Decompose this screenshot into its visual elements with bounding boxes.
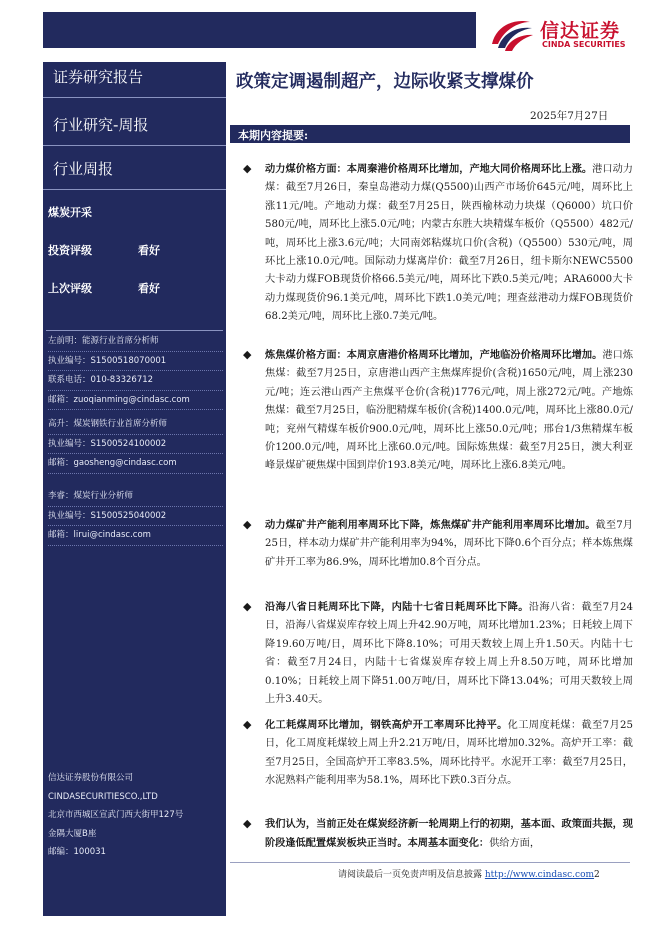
- investment-rating: [48, 242, 218, 258]
- brand-name-cn: 信达证券: [540, 20, 621, 42]
- section-text: 截至7月25日，样本动力煤矿井产能利用率为94%，周环比下降0.6个百分点；样本炼焦煤矿井开工率为86.9%，周环比增加0.8个百分点。: [265, 520, 633, 568]
- header-bar: [43, 12, 476, 48]
- sidebar-tab-weekly-report: 行业周报: [43, 154, 226, 190]
- section-heading: 动力煤矿井产能利用率周环比下降，炼焦煤矿井产能利用率周环比增加。: [265, 519, 596, 531]
- diamond-bullet-icon: ◆: [243, 518, 252, 531]
- company-address-building: 金隅大厦B座: [48, 828, 97, 839]
- brand-logo: [488, 14, 648, 54]
- sidebar-tab-research-report: 证券研究报告: [43, 62, 226, 98]
- analyst-email[interactable]: 邮箱：gaosheng@cindasc.com: [48, 454, 223, 474]
- analyst-email[interactable]: 邮箱：lirui@cindasc.com: [48, 526, 223, 546]
- summary-label: 本期内容提要:: [238, 129, 309, 142]
- footer-disclaimer: 请阅读最后一页免责声明及信息披露: [338, 870, 483, 880]
- footer-website-link[interactable]: http://www.cindasc.com: [484, 870, 595, 880]
- analyst-role: 高升：煤炭钢铁行业首席分析师: [48, 415, 223, 435]
- analyst-block: [48, 487, 223, 546]
- company-name-cn: 信达证券股份有限公司: [48, 773, 134, 783]
- diamond-bullet-icon: ◆: [243, 348, 252, 361]
- summary-header: [230, 125, 630, 143]
- rating-value: 看好: [138, 244, 160, 257]
- analyst-license: 执业编号：S1500525040002: [48, 507, 223, 527]
- rating-label: 投资评级: [48, 244, 92, 257]
- cinda-logo-icon: [488, 14, 534, 54]
- company-address: 北京市西城区宣武门西大街甲127号: [48, 810, 184, 820]
- diamond-bullet-icon: ◆: [243, 718, 252, 731]
- diamond-bullet-icon: ◆: [243, 162, 252, 175]
- analyst-email[interactable]: 邮箱：zuoqianming@cindasc.com: [48, 391, 223, 411]
- section-heading: 我们认为，当前正处在煤炭经济新一轮周期上行的初期，基本面、政策面共振，现阶段逢低配置煤炭板块正当时。本周基本面变化：: [265, 818, 633, 850]
- sidebar: [43, 62, 226, 916]
- company-name-en: CINDASECURITIESCO.,LTD: [48, 791, 158, 802]
- bullet-chemical-steel: [243, 716, 633, 791]
- section-text: 沿海八省：截至7月24日，沿海八省煤炭库存较上周上升42.90万吨，周环比增加1.23%；日耗较上周下降19.60万吨/日，周环比下降8.10%；可用天数较上周上升1.50天。内陆十七省：截至7月24日，内陆十七省煤炭库存较上周上升8.50万吨，周环比增加0.10%；日耗较上周下降51.00万吨/日，周环比下降13.04%；可用天数较上周上升3.40天。: [265, 602, 633, 706]
- company-info: [48, 769, 183, 862]
- section-text: 港口动力煤：截至7月26日，秦皇岛港动力煤(Q5500)山西产市场价645元/吨，周环比上涨11元/吨。产地动力煤：截至7月25日，陕西榆林动力块煤（Q6000）坑口价580元/吨，周环比上涨5.0元/吨；内蒙古东胜大块精煤车板价（Q5500）482元/吨，周环比上涨3.6元/吨；大同南郊粘煤坑口价(含税)（Q5500）530元/吨，周环比上涨10.0元/吨。国际动力煤离岸价：截至7月26日，纽卡斯尔NEWC5500大卡动力煤FOB现货价格66.5美元/吨，周环比下跌0.5美元/吨；ARA6000大卡动力煤现货价96.1美元/吨，周环比下跌1.0美元/吨；理查兹港动力煤FOB现货价68.2美元/吨，周环比上涨0.7美元/吨。: [265, 164, 633, 323]
- company-postcode: 邮编：100031: [48, 847, 106, 857]
- sidebar-divider: [46, 330, 223, 331]
- page-number: 2: [594, 870, 600, 880]
- bullet-coking-coal-price: [243, 346, 633, 476]
- previous-rating-value: 看好: [138, 282, 160, 295]
- section-heading: 化工耗煤周环比增加，钢铁高炉开工率周环比持平。: [265, 719, 508, 731]
- section-text: 供给方面，: [489, 838, 541, 850]
- section-heading: 动力煤价格方面：本周秦港价格周环比增加，产地大同价格周环比上涨。: [265, 163, 593, 175]
- analyst-block: [48, 415, 223, 474]
- analyst-license: 执业编号：S1500518070001: [48, 352, 223, 372]
- previous-rating: [48, 280, 218, 296]
- diamond-bullet-icon: ◆: [243, 817, 252, 830]
- bullet-mine-capacity: [243, 516, 633, 572]
- section-heading: 沿海八省日耗周环比下降，内陆十七省日耗周环比下降。: [265, 601, 529, 613]
- previous-rating-label: 上次评级: [48, 282, 92, 295]
- sidebar-tab-industry-weekly: 行业研究-周报: [43, 110, 226, 146]
- analyst-role: 左前明：能源行业首席分析师: [48, 332, 223, 352]
- section-text: 港口炼焦煤：截至7月25日，京唐港山西产主焦煤库提价(含税)1650元/吨，周上涨230元/吨；连云港山西产主焦煤平仓价(含税)1776元/吨，周上涨272元/吨。产地炼焦煤：截至7月25日，临汾肥精煤车板价(含税)1400.0元/吨，周环比上涨80.0元/吨；兖州气精煤车板价900.0元/吨，周环比上涨50.0元/吨；邢台1/3焦精煤车板价1200.0元/吨，周环比上涨60.0元/吨。国际炼焦煤：截至7月25日，澳大利亚峰景煤矿硬焦煤中国到岸价193.8美元/吨，周环比上涨6.8美元/吨。: [265, 350, 634, 472]
- section-heading: 炼焦煤价格方面：本周京唐港价格周环比增加，产地临汾价格周环比增加。: [265, 349, 603, 361]
- footer: [338, 867, 600, 880]
- report-date: 2025年7月27日: [530, 110, 609, 122]
- bullet-thermal-coal-price: [243, 160, 633, 327]
- brand-name-en: CINDA SECURITIES: [542, 40, 626, 49]
- diamond-bullet-icon: ◆: [243, 600, 252, 613]
- footer-divider: [230, 862, 630, 863]
- industry-name: 煤炭开采: [48, 206, 92, 219]
- report-title: 政策定调遏制超产，边际收紧支撑煤价: [236, 72, 534, 92]
- bullet-outlook: [243, 815, 633, 854]
- section-text: 化工周度耗煤：截至7月25日，化工周度耗煤较上周上升2.21万吨/日，周环比增加0.32%。高炉开工率：截至7月25日，全国高炉开工率83.5%，周环比持平。水泥开工率：截至7月25日，水泥熟料产能利用率为58.1%，周环比下跌0.3百分点。: [265, 720, 633, 787]
- bullet-daily-consumption: [243, 598, 633, 709]
- analyst-license: 执业编号：S1500524100002: [48, 435, 223, 455]
- analyst-role: 李睿：煤炭行业分析师: [48, 487, 223, 507]
- analyst-phone: 联系电话：010-83326712: [48, 371, 223, 391]
- analyst-block: [48, 332, 223, 410]
